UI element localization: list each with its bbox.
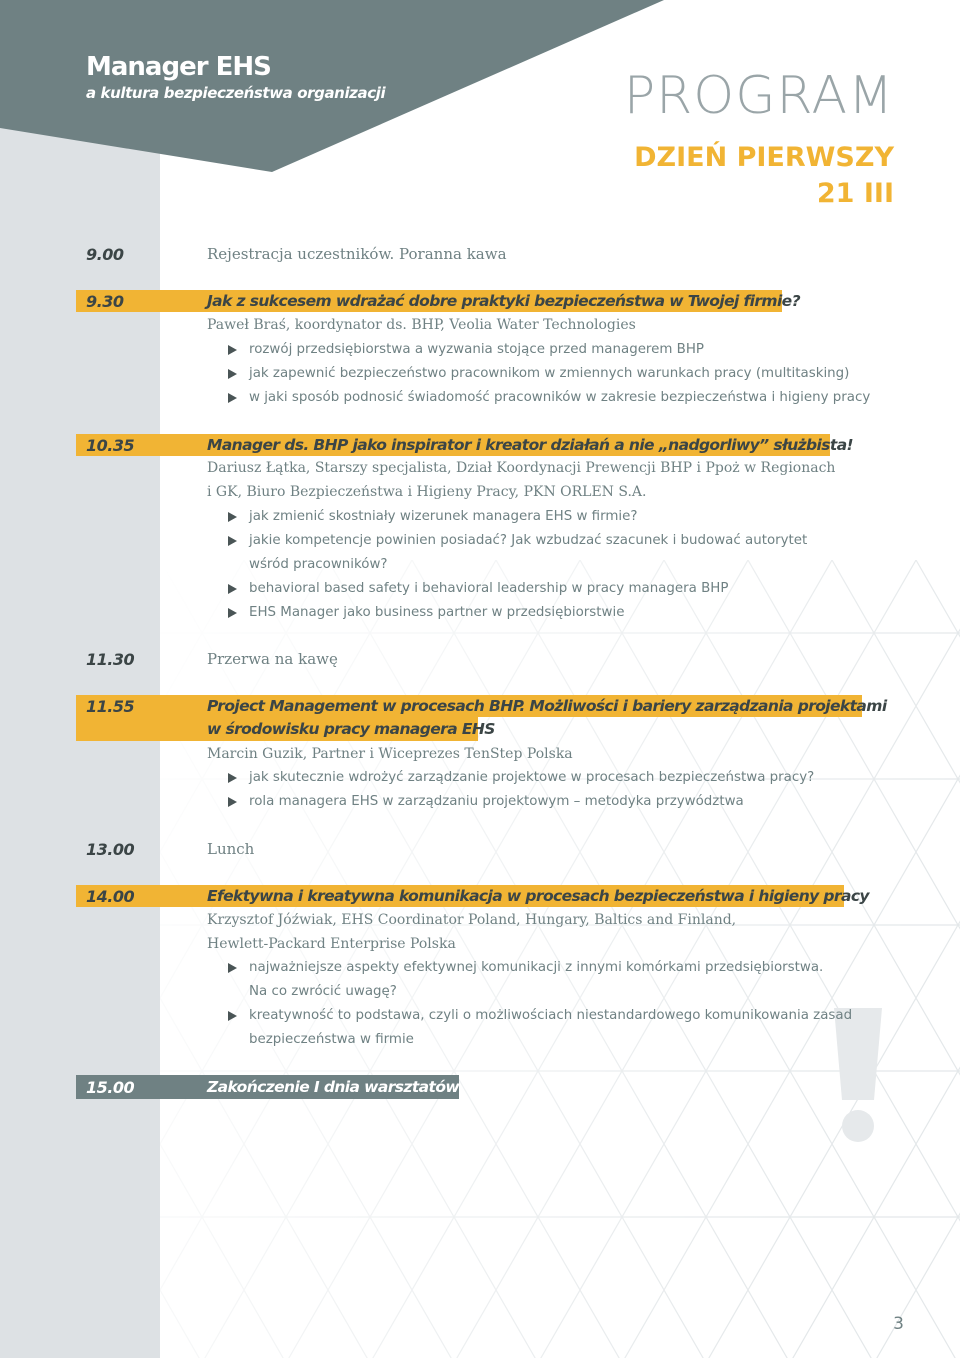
session-speaker: Paweł Braś, koordynator ds. BHP, Veolia Water Technologies [207,317,636,333]
bullet-arrow-icon [228,512,237,522]
brand-subtitle: a kultura bezpieczeństwa organizacji [86,84,386,102]
day-heading [634,140,894,212]
session-speaker: Krzysztof Jóźwiak, EHS Coordinator Poland, Hungary, Baltics and Finland, [207,912,737,928]
bullet-arrow-icon [228,584,237,594]
bullet-arrow-icon [228,608,237,618]
session-speaker: Dariusz Łątka, Starszy specjalista, Dział Koordynacji Prewencji BHP i Ppoż w Regionach [207,460,836,476]
session-title: Zakończenie I dnia warsztatów [207,1078,460,1096]
session-title: Project Management w procesach BHP. Możliwości i bariery zarządzania projektami [207,697,887,715]
time-label: 11.30 [86,650,135,669]
session-title: Lunch [207,840,255,858]
left-background-strip [0,0,160,1358]
session-title: Rejestracja uczestników. Poranna kawa [207,245,507,263]
session-title: Jak z sukcesem wdrażać dobre praktyki bezpieczeństwa w Twojej firmie? [207,292,800,310]
day-label: DZIEŃ PIERWSZY [634,142,894,173]
session-speaker: Hewlett-Packard Enterprise Polska [207,936,456,952]
session-title: Przerwa na kawę [207,650,338,668]
session-title-line2: w środowisku pracy managera EHS [207,720,495,738]
session-speaker: i GK, Biuro Bezpieczeństwa i Higieny Pracy, PKN ORLEN S.A. [207,484,647,500]
bullet-arrow-icon [228,536,237,546]
time-label: 14.00 [86,887,135,906]
day-date: 21 III [816,178,894,209]
brand-title: Manager EHS [86,52,271,82]
triangle-pattern-decoration [160,560,960,1358]
session-speaker: Marcin Guzik, Partner i Wiceprezes TenStep Polska [207,746,573,762]
time-label: 13.00 [86,840,135,859]
time-label: 10.35 [86,436,135,455]
time-label: 9.30 [86,292,124,311]
bullet-arrow-icon [228,369,237,379]
page-number: 3 [893,1314,904,1334]
time-label: 15.00 [86,1078,135,1097]
bullet-arrow-icon [228,963,237,973]
bullet-arrow-icon [228,797,237,807]
bullet-arrow-icon [228,393,237,403]
program-heading: PROGRAM [623,66,894,126]
bullet-arrow-icon [228,345,237,355]
time-label: 11.55 [86,697,135,716]
exclamation-mark-icon [826,1008,890,1144]
session-title: Manager ds. BHP jako inspirator i kreator działań a nie „nadgorliwy” służbista! [207,436,854,454]
bullet-arrow-icon [228,773,237,783]
session-title: Efektywna i kreatywna komunikacja w procesach bezpieczeństwa i higieny pracy [207,887,869,905]
bullet-arrow-icon [228,1011,237,1021]
time-label: 9.00 [86,245,124,264]
